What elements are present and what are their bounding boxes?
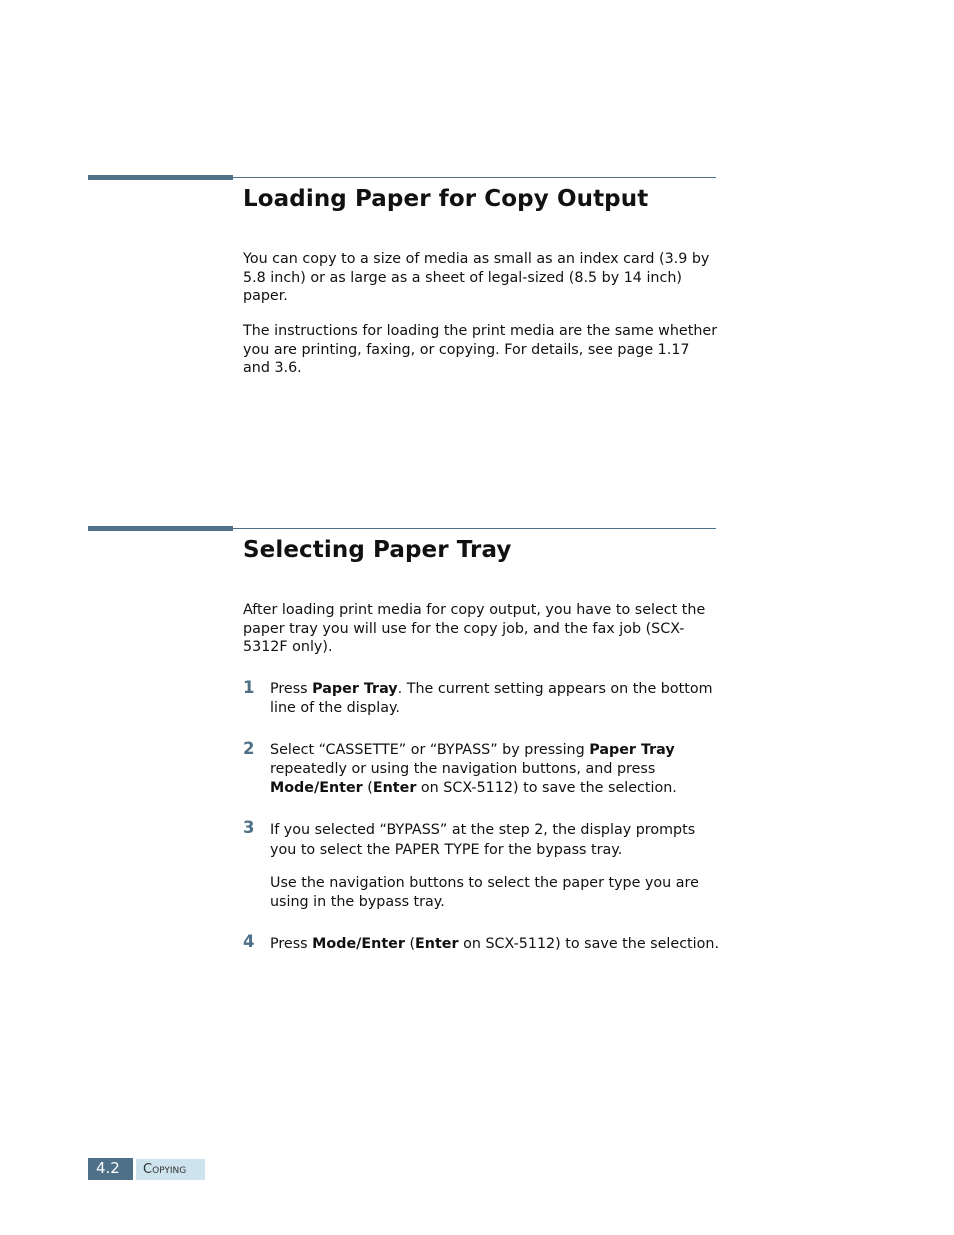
paragraph: The instructions for loading the print media are the same whether you are printing, faxing, or copying. For details, see page 1.17 and 3.6. [243,323,718,376]
section-rule-thin [233,177,716,178]
step-text: If you selected “BYPASS” at the step 2, the display prompts you to select the PAPER TYPE for the bypass tray. [270,822,696,858]
step-text: Use the navigation buttons to select the paper type you are using in the bypass tray. [270,875,699,910]
page-number: 4.2 [88,1158,133,1180]
step-number: 3 [243,818,255,837]
section-title-selecting-tray: Selecting Paper Tray [243,537,512,563]
section-title-loading-paper: Loading Paper for Copy Output [243,186,649,212]
step-number: 1 [243,678,255,697]
step-text: Press Mode/Enter (Enter on SCX-5112) to save the selection. [270,936,719,952]
step-number: 2 [243,739,255,758]
section-rule-thin [233,528,716,529]
step-text: Press Paper Tray. The current setting appears on the bottom line of the display. [270,681,713,716]
section-rule-thick [88,175,233,180]
step-number: 4 [243,932,255,951]
footer-section-label: Copying [136,1159,205,1180]
paragraph: After loading print media for copy output, you have to select the paper tray you will use for the copy job, and the fax job (SCX-5312F only). [243,602,706,655]
paragraph: You can copy to a size of media as small as an index card (3.9 by 5.8 inch) or as large as a sheet of legal-sized (8.5 by 14 inch) paper. [243,251,710,304]
step-text: Select “CASSETTE” or “BYPASS” by pressing Paper Tray repeatedly or using the navigation buttons, and press Mode/Enter (Enter on SCX-5112) to save the selection. [270,742,677,796]
section-rule-thick [88,526,233,531]
